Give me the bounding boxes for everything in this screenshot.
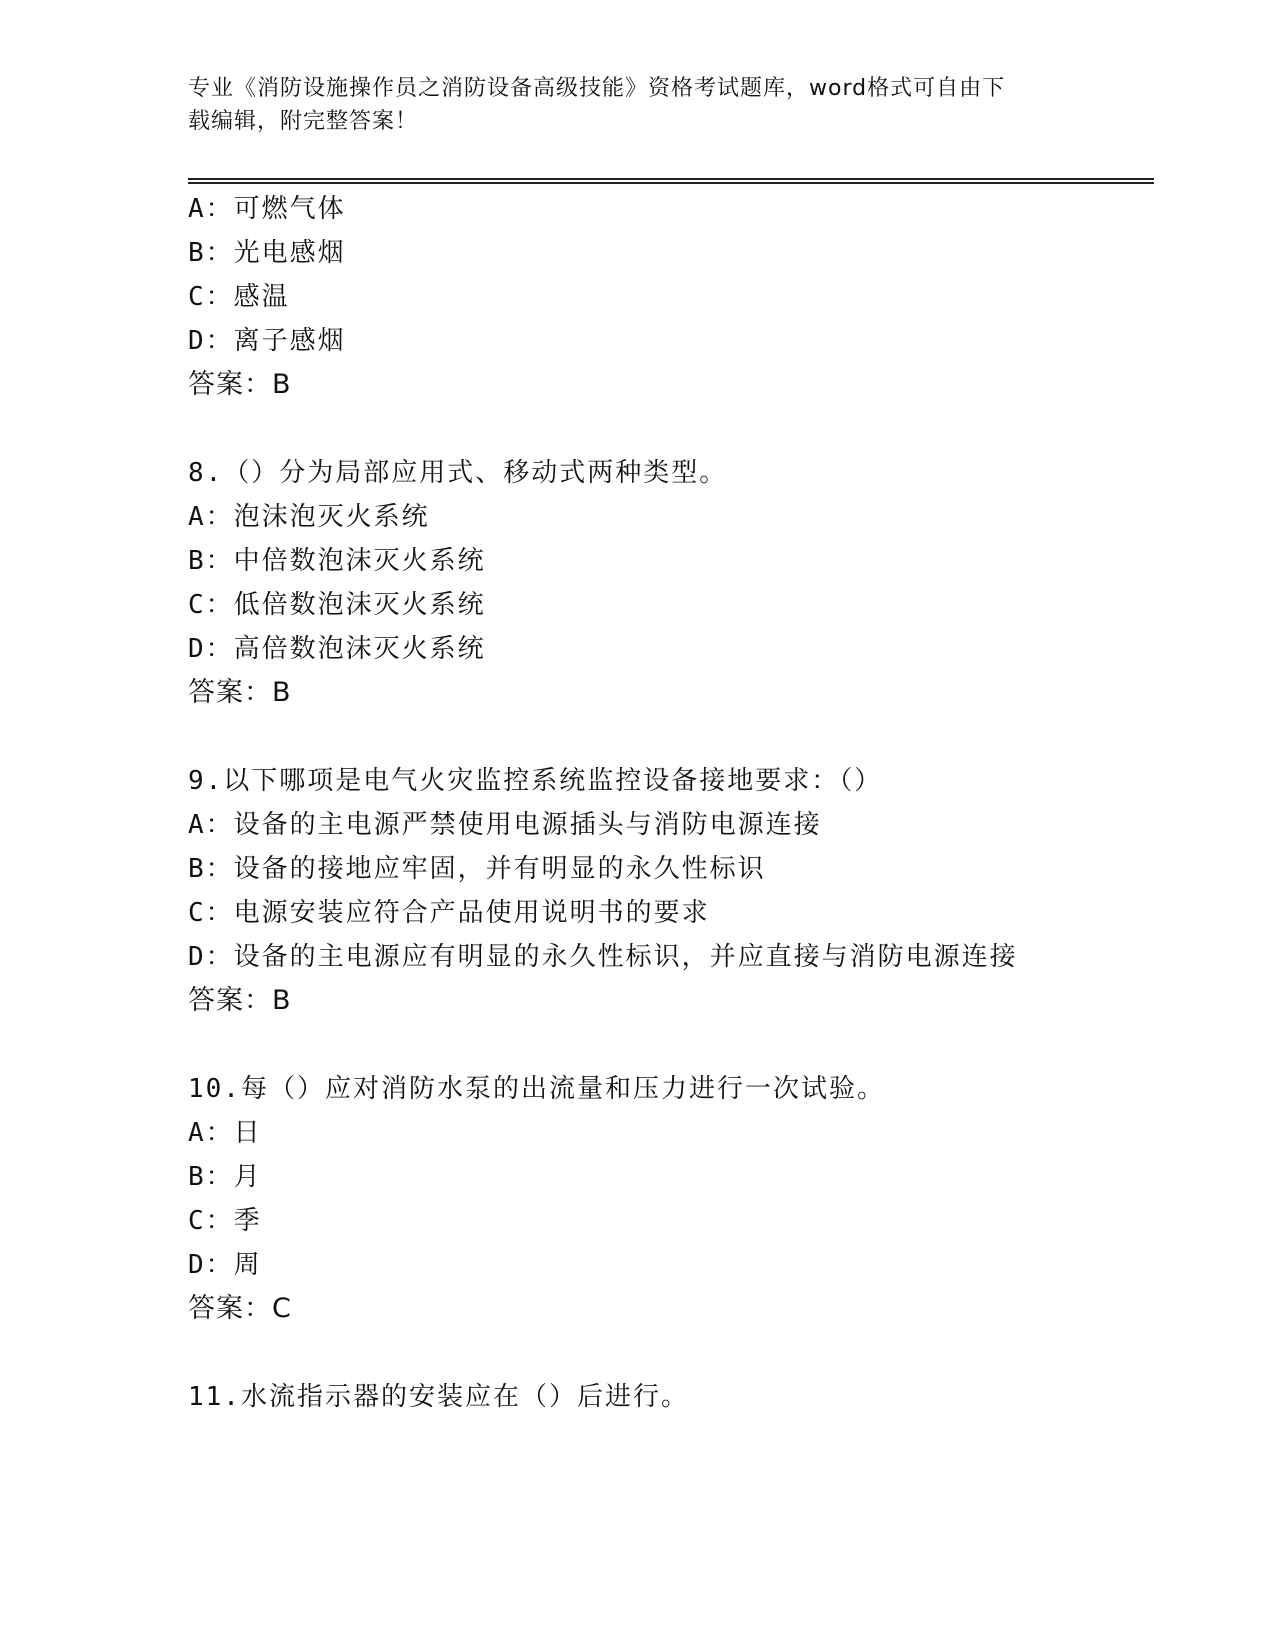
header-divider-top: [188, 178, 1154, 180]
q9-answer: 答案：B: [188, 985, 292, 1016]
q7-option-c: C：感温: [188, 282, 290, 312]
q9-question: 9.以下哪项是电气火灾监控系统监控设备接地要求：（）: [188, 766, 883, 796]
q8-option-d: D：高倍数泡沫灭火系统: [188, 634, 486, 664]
q7-answer: 答案：B: [188, 369, 292, 400]
q8-option-c: C：低倍数泡沫灭火系统: [188, 590, 486, 620]
q8-question: 8.（）分为局部应用式、移动式两种类型。: [188, 458, 728, 488]
q10-answer: 答案：C: [188, 1293, 292, 1324]
q10-option-c: C：季: [188, 1206, 262, 1236]
document-header: [188, 72, 1088, 138]
header-line-1: 专业《消防设施操作员之消防设备高级技能》资格考试题库，word格式可自由下: [188, 76, 1006, 101]
q8-answer: 答案：B: [188, 677, 292, 708]
q9-option-d: D：设备的主电源应有明显的永久性标识，并应直接与消防电源连接: [188, 942, 1018, 972]
q11-question: 11.水流指示器的安装应在（）后进行。: [188, 1382, 689, 1412]
q10-option-b: B：月: [188, 1162, 262, 1192]
q9-option-b: B：设备的接地应牢固，并有明显的永久性标识: [188, 854, 766, 884]
q10-option-d: D：周: [188, 1250, 262, 1280]
q8-option-a: A：泡沫泡灭火系统: [188, 502, 430, 532]
header-divider-bottom: [188, 182, 1154, 184]
q10-question: 10.每（）应对消防水泵的出流量和压力进行一次试验。: [188, 1074, 885, 1104]
q7-option-a: A：可燃气体: [188, 194, 346, 224]
q7-option-d: D：离子感烟: [188, 326, 346, 356]
q9-option-c: C：电源安装应符合产品使用说明书的要求: [188, 898, 710, 928]
header-line-2: 载编辑，附完整答案！: [188, 109, 419, 134]
q8-option-b: B：中倍数泡沫灭火系统: [188, 546, 486, 576]
q10-option-a: A：日: [188, 1118, 262, 1148]
q9-option-a: A：设备的主电源严禁使用电源插头与消防电源连接: [188, 810, 822, 840]
q7-option-b: B：光电感烟: [188, 238, 346, 268]
